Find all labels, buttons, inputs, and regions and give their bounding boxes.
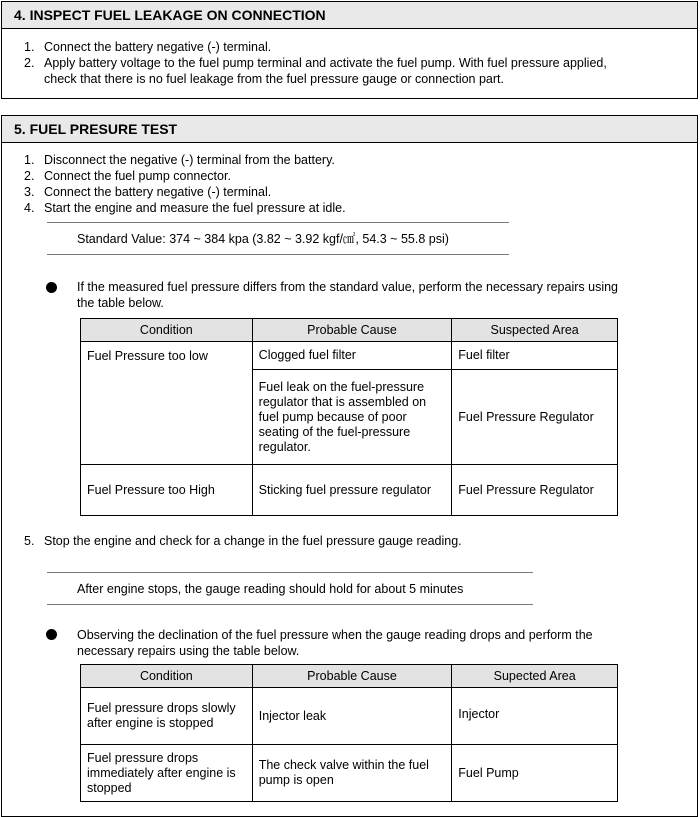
table-header: Probable Cause [252, 319, 452, 342]
step-item [2, 533, 684, 549]
step-item [2, 200, 662, 216]
table-cell-condition: Fuel Pressure too High [81, 465, 253, 516]
step-text: Connect the battery negative (-) terminal. [44, 185, 272, 199]
table-cell-area: Fuel Pump [452, 745, 618, 802]
step-item [2, 55, 642, 87]
step-number: 2. [24, 56, 35, 70]
bullet-icon [46, 629, 57, 640]
section-4-steps [2, 39, 642, 87]
table-header: Condition [81, 665, 253, 688]
step-text: Start the engine and measure the fuel pressure at idle. [44, 201, 346, 215]
fuel-pressure-table [80, 318, 618, 516]
step-text: Disconnect the negative (-) terminal from the battery. [44, 153, 335, 167]
bullet-icon [46, 282, 57, 293]
table-cell-condition: Fuel pressure drops immediately after engine is stopped [81, 745, 253, 802]
table-cell-area: Fuel filter [452, 342, 618, 370]
step-item [2, 39, 642, 55]
step-number: 2. [24, 169, 35, 183]
table-header: Condition [81, 319, 253, 342]
divider [47, 604, 533, 605]
section-4-title: 4. INSPECT FUEL LEAKAGE ON CONNECTION [2, 2, 697, 29]
section-inspect-fuel-leakage [1, 1, 698, 99]
step-item [2, 168, 662, 184]
table-row [81, 745, 618, 802]
table-header: Suspected Area [452, 319, 618, 342]
pressure-drop-table [80, 664, 618, 802]
table-cell-cause: Injector leak [252, 688, 452, 745]
section-5-steps [2, 152, 662, 216]
step-number: 3. [24, 185, 35, 199]
divider [47, 254, 509, 255]
step-text: Connect the battery negative (-) terminal. [44, 40, 272, 54]
step-number: 1. [24, 153, 35, 167]
step-number: 4. [24, 201, 35, 215]
table-header: Supected Area [452, 665, 618, 688]
step-text: Stop the engine and check for a change in the fuel pressure gauge reading. [44, 534, 462, 548]
step-text: Apply battery voltage to the fuel pump terminal and activate the fuel pump. With fuel pressure applied, check that there is no fuel leakage from the fuel pressure gauge or connection part. [44, 56, 607, 86]
table-cell-cause: Sticking fuel pressure regulator [252, 465, 452, 516]
standard-value: Standard Value: 374 ~ 384 kpa (3.82 ~ 3.92 kgf/㎠, 54.3 ~ 55.8 psi) [77, 232, 449, 246]
table-row [81, 688, 618, 745]
bullet-text: If the measured fuel pressure differs from the standard value, perform the necessary repairs using the table below. [77, 280, 619, 310]
step-item [2, 184, 662, 200]
table-cell-area: Fuel Pressure Regulator [452, 370, 618, 465]
table-cell-condition: Fuel Pressure too low [81, 342, 253, 465]
section-5-title: 5. FUEL PRESURE TEST [2, 116, 697, 143]
step-number: 5. [24, 534, 35, 548]
section-fuel-pressure-test [1, 115, 698, 817]
table-cell-area: Injector [452, 688, 618, 745]
table-cell-condition: Fuel pressure drops slowly after engine is stopped [81, 688, 253, 745]
hold-note: After engine stops, the gauge reading should hold for about 5 minutes [77, 582, 464, 596]
table-header: Probable Cause [252, 665, 452, 688]
bullet-text: Observing the declination of the fuel pressure when the gauge reading drops and perform the necessary repairs using the table below. [77, 628, 593, 658]
divider [47, 222, 509, 223]
divider [47, 572, 533, 573]
step-item [2, 152, 662, 168]
table-cell-cause: Fuel leak on the fuel-pressure regulator that is assembled on fuel pump because of poor seating of the fuel-pressure regulator. [252, 370, 452, 465]
step-number: 1. [24, 40, 35, 54]
step-text: Connect the fuel pump connector. [44, 169, 231, 183]
table-cell-area: Fuel Pressure Regulator [452, 465, 618, 516]
table-cell-cause: Clogged fuel filter [252, 342, 452, 370]
table-cell-cause: The check valve within the fuel pump is open [252, 745, 452, 802]
